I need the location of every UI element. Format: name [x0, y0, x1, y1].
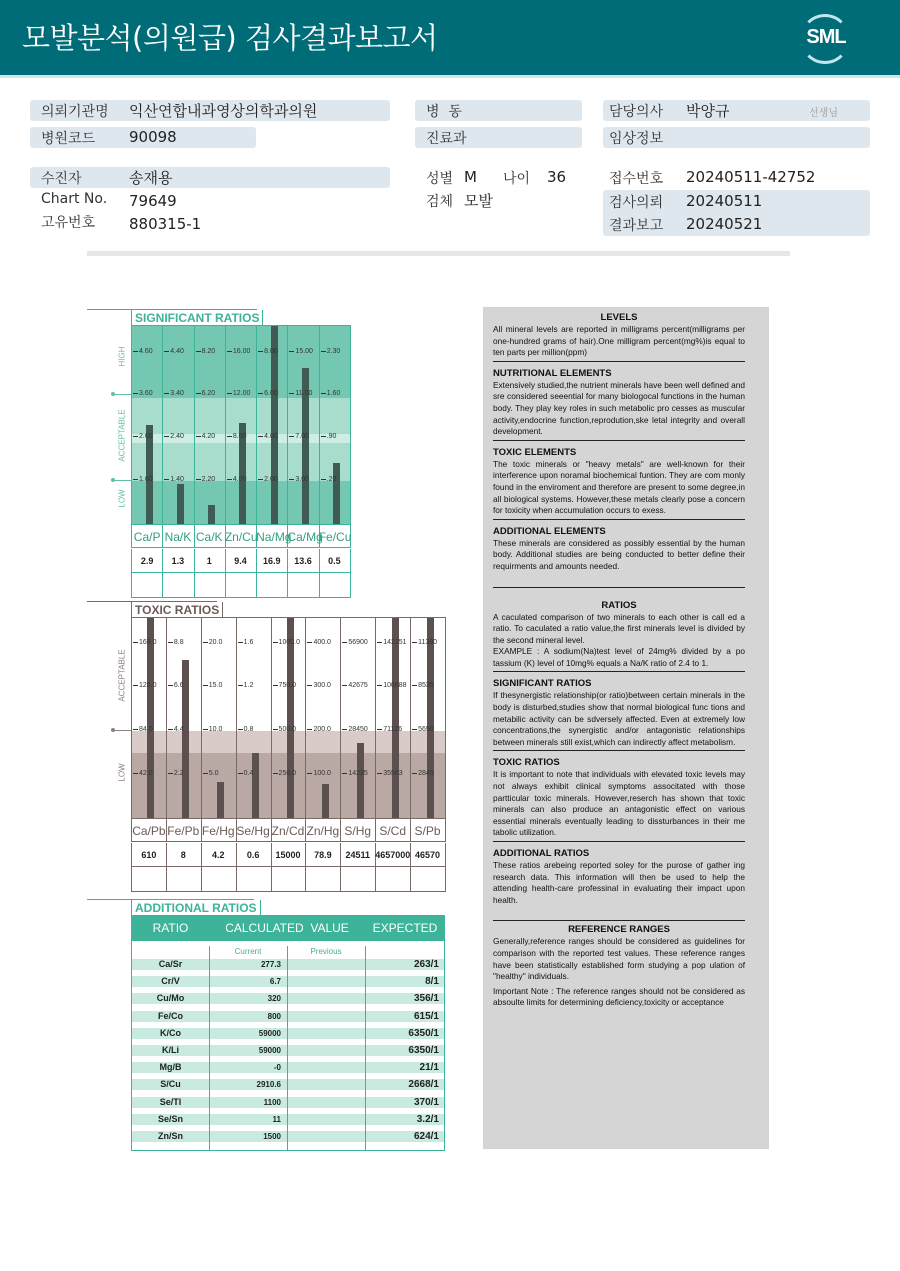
expected-cell: 6350/1	[408, 1045, 439, 1056]
chart-column	[288, 326, 319, 524]
tick-label: 28450	[342, 726, 367, 733]
tick-label: 0.8	[238, 726, 254, 733]
zone-boundary-marker	[113, 480, 131, 481]
divider	[493, 841, 745, 842]
ratios-example: EXAMPLE : A sodium(Na)test level of 24mg% divided by a po tassium (K) level of 10mg% equals a Na/K ratio of 2.4 to 1.	[493, 646, 745, 668]
bar	[147, 618, 154, 818]
tick-label: 2.00	[258, 476, 278, 483]
sub-header-current: Current	[234, 947, 262, 956]
toxic-elements-text: The toxic minerals or "heavy metals" are well-known for their interference upon noramal biochemical funtion. They are com monly found in the enviroment and therefore are present to some degree,in all biological systems. However,these metals clearly pose a concern for toxicity when accumulation occurs to exess.	[493, 458, 745, 516]
col-header-expected: EXPECTED	[365, 916, 445, 941]
institution-value: 익산연합내과영상의학과의원	[129, 102, 318, 120]
table-row	[132, 993, 444, 1004]
col-divider	[287, 946, 288, 1150]
tick-label: .20	[321, 476, 337, 483]
ward-label: 병 동	[426, 104, 462, 120]
tick-label: 1.6	[238, 639, 254, 646]
col-header-ratio: RATIO	[132, 916, 209, 941]
table-row	[132, 1131, 444, 1142]
ratio-cell: Fe/Co	[157, 1010, 183, 1021]
chart-column	[237, 618, 272, 818]
bar	[322, 784, 329, 818]
tick-label: 11380	[412, 639, 437, 646]
tick-label: 2845	[412, 770, 434, 777]
tick-label: 8.20	[196, 348, 216, 355]
col-divider	[365, 946, 366, 1150]
tick-label: 5690	[412, 726, 434, 733]
value-label: 24511	[340, 843, 376, 867]
bar	[333, 463, 340, 524]
category-label: Zn/Cd	[271, 818, 307, 842]
doctor-value: 박양규	[686, 102, 730, 120]
empty-cell	[287, 573, 319, 598]
significant-ratios-text: If thesynergistic relationship(or ratio)between certain minerals in the body is disturbed,studies show that normal biological func tions and metabilic activity can be sdversely affected. Even at extremely low concentrations,the synergistic and/or antagonistic relationships between minerals still exist,which can indirectly affect metabolism.	[493, 690, 745, 747]
department-label: 진료과	[426, 131, 467, 147]
current-value-cell: 59000	[258, 1028, 281, 1038]
expected-cell: 263/1	[413, 959, 439, 970]
current-value-cell: 11	[272, 1114, 281, 1124]
chart-column	[320, 326, 351, 524]
additional-ratios-table	[131, 915, 445, 1151]
tick-label: 4.00	[227, 476, 247, 483]
specimen-value: 모발	[464, 192, 493, 210]
table-row	[132, 976, 444, 987]
current-value-cell: 1100	[263, 1097, 281, 1107]
ratio-cell: Se/Tl	[159, 1096, 182, 1107]
tick-label: 750.0	[273, 682, 297, 689]
tick-label: 6.6	[168, 682, 184, 689]
table-row	[132, 1045, 444, 1056]
chart-plot-area	[131, 325, 351, 524]
tick-label: 2.40	[164, 433, 184, 440]
current-value-cell: -0	[273, 1063, 281, 1073]
empty-cell	[340, 867, 376, 892]
value-label: 610	[131, 843, 167, 867]
tick-label: 4.4	[168, 726, 184, 733]
current-value-cell: 277.3	[260, 960, 281, 969]
current-value-cell: 59000	[258, 1046, 281, 1055]
tick-label: 56900	[342, 639, 367, 646]
levels-text: All mineral levels are reported in milligrams percent(milligrams per one-hundred grams of hair).One milligram percent(mg%)is equal to ten parts per million(ppm)	[493, 324, 745, 358]
value-label: 15000	[271, 843, 307, 867]
tick-label: 4.00	[258, 433, 278, 440]
chart-column	[341, 618, 376, 818]
levels-heading: LEVELS	[600, 312, 638, 323]
report-date: 20240521	[686, 215, 763, 233]
divider	[493, 440, 745, 441]
tick-label: 126.0	[133, 682, 157, 689]
additional-ratios-title: ADDITIONAL RATIOS	[131, 900, 261, 917]
empty-cell	[271, 867, 307, 892]
doctor-suffix: 선생님	[809, 108, 838, 119]
tick-label: 12.00	[227, 390, 251, 397]
bar	[252, 753, 259, 818]
value-label: 1.3	[162, 549, 194, 573]
table-row	[132, 1114, 444, 1125]
divider	[493, 750, 745, 751]
expected-cell: 356/1	[413, 993, 439, 1005]
empty-cell	[236, 867, 272, 892]
expected-cell: 615/1	[413, 1010, 439, 1022]
tick-label: 6.00	[258, 390, 278, 397]
zone-label: LOW	[117, 763, 127, 782]
ratio-cell: Zn/Sn	[158, 1131, 183, 1141]
tick-label: 1.2	[238, 682, 254, 689]
sml-logo: SML	[798, 12, 854, 68]
expected-cell: 624/1	[413, 1131, 439, 1142]
current-value-cell: 1500	[263, 1132, 281, 1141]
tick-label: 4.60	[133, 348, 153, 355]
value-label: 0.5	[319, 549, 351, 573]
expected-cell: 8/1	[425, 976, 439, 988]
category-label: Ca/Mg	[287, 524, 319, 548]
tick-label: 106688	[377, 682, 406, 689]
age-value: 36	[547, 168, 567, 186]
chart-column	[202, 618, 237, 818]
tick-label: 300.0	[307, 682, 331, 689]
table-row	[132, 1011, 444, 1022]
toxic-ratios-chart	[117, 617, 446, 892]
bar	[287, 618, 294, 818]
tick-label: 3.00	[289, 476, 309, 483]
category-label: Se/Hg	[236, 818, 272, 842]
table-row	[132, 959, 444, 970]
tick-label: 200.0	[307, 726, 331, 733]
tick-label: 2.30	[321, 348, 341, 355]
category-label: Ca/Pb	[131, 818, 167, 842]
expected-cell: 3.2/1	[416, 1113, 439, 1125]
tick-label: 1.60	[321, 390, 341, 397]
chart-no-label: Chart No.	[41, 191, 108, 207]
nutritional-text: Extensively studied,the nutrient minerals have been well defined and sre considered seeential for many biologocal functions in the human body. They play key roles in such metabolic pro cesses as muscular activity,endocrine function,reprodution,ske letal integrity and overall development.	[493, 379, 745, 437]
significant-ratios-title: SIGNIFICANT RATIOS	[131, 310, 263, 327]
chart-column	[163, 326, 194, 524]
doctor-label: 담당의사	[609, 104, 664, 120]
empty-cell	[201, 867, 237, 892]
bar	[271, 326, 278, 524]
additional-elements-text: These minerals are considered as possibly essential by the human body. Additional studies are being conducted to better define their requirments and amounts needed.	[493, 537, 745, 571]
tick-label: 8.8	[168, 639, 184, 646]
id-value: 880315-1	[129, 215, 202, 233]
patient-value: 송재용	[129, 169, 173, 187]
chart-column	[226, 326, 257, 524]
bar	[392, 618, 399, 818]
bar	[208, 505, 215, 524]
empty-cell	[194, 573, 226, 598]
patient-row	[30, 167, 390, 188]
tick-label: 3.40	[164, 390, 184, 397]
category-label: Ca/P	[131, 524, 163, 548]
ratio-cell: Cr/V	[161, 976, 180, 987]
category-label: S/Pb	[410, 818, 446, 842]
tick-label: 11.00	[289, 390, 312, 397]
ratio-cell: K/Li	[162, 1045, 179, 1055]
table-row	[132, 1028, 444, 1039]
table-row	[132, 1097, 444, 1108]
tick-label: 71126	[377, 726, 402, 733]
bar	[357, 743, 364, 818]
divider	[493, 920, 745, 921]
chart-plot-area	[131, 617, 446, 818]
specimen-label: 검체	[426, 194, 454, 210]
col-header-calculated: CALCULATED VALUE	[209, 916, 365, 941]
ratios-text: A caculated comparison of two minerals to each other is call ed a ratio. To caculated a ratio value,the first minerals level is divided by the second mineral level.	[493, 611, 745, 645]
tick-label: 2.20	[196, 476, 216, 483]
additional-ratios-heading: ADDITIONAL RATIOS	[493, 848, 590, 859]
empty-cell	[131, 867, 167, 892]
chart-no-value: 79649	[129, 192, 177, 210]
ratio-cell: S/Cu	[160, 1079, 181, 1090]
tick-label: 8.00	[258, 348, 278, 355]
toxic-ratios-title: TOXIC RATIOS	[131, 602, 223, 619]
category-label: Zn/Hg	[305, 818, 341, 842]
empty-cell	[131, 573, 163, 598]
request-label: 검사의뢰	[609, 195, 664, 211]
ratio-cell: Se/Sn	[157, 1113, 183, 1124]
ratio-cell: Cu/Mo	[156, 993, 185, 1004]
value-label: 9.4	[225, 549, 257, 573]
ratio-cell: K/Co	[160, 1027, 181, 1038]
tick-label: 400.0	[307, 639, 331, 646]
value-label: 78.9	[305, 843, 341, 867]
current-value-cell: 320	[267, 994, 281, 1004]
tick-label: 16.00	[227, 348, 251, 355]
toxic-ratios-heading: TOXIC RATIOS	[493, 757, 560, 769]
tick-label: 4.40	[164, 348, 184, 355]
receipt-label: 접수번호	[609, 171, 664, 187]
tick-label: 2.2	[168, 770, 184, 777]
category-label: Zn/Cu	[225, 524, 257, 548]
clinical-label: 임상정보	[609, 131, 664, 147]
current-value-cell: 800	[267, 1011, 281, 1021]
ratios-heading: RATIOS	[601, 599, 637, 611]
report-label: 결과보고	[609, 218, 664, 234]
sex-label: 성별	[426, 171, 454, 187]
value-label: 4.2	[201, 843, 237, 867]
value-label: 1	[194, 549, 226, 573]
bar	[217, 782, 224, 818]
empty-cell	[410, 867, 446, 892]
tick-label: .90	[321, 433, 337, 440]
value-label: 16.9	[256, 549, 288, 573]
zone-label: HIGH	[117, 346, 127, 367]
nutritional-heading: NUTRITIONAL ELEMENTS	[493, 367, 612, 379]
empty-cell	[225, 573, 257, 598]
bar	[177, 484, 184, 524]
category-label: Fe/Cu	[319, 524, 351, 548]
tick-label: 7.00	[289, 433, 309, 440]
tick-label: 20.0	[203, 639, 223, 646]
zone-boundary-marker	[113, 730, 131, 731]
expected-cell: 21/1	[419, 1062, 439, 1074]
reference-ranges-heading: REFERENCE RANGES	[568, 924, 670, 936]
significant-ratios-heading: SIGNIFICANT RATIOS	[493, 678, 592, 690]
explanation-panel	[483, 307, 769, 1149]
category-label: Na/K	[162, 524, 194, 548]
category-label: Ca/K	[194, 524, 226, 548]
divider	[493, 361, 745, 362]
current-value-cell: 6.7	[269, 977, 281, 987]
value-label: 4657000	[375, 843, 411, 867]
ratio-cell: Ca/Sr	[158, 959, 183, 969]
empty-cell	[162, 573, 194, 598]
chart-column	[272, 618, 307, 818]
bar	[427, 618, 434, 818]
tick-label: 42675	[342, 682, 367, 689]
chart-column	[132, 618, 167, 818]
tick-label: 3.60	[133, 390, 153, 397]
tick-label: 8.00	[227, 433, 247, 440]
category-label: Na/Mg	[256, 524, 288, 548]
page-title: 모발분석(의원급) 검사결과보고서	[22, 21, 438, 55]
tick-label: 5.0	[203, 770, 219, 777]
expected-cell: 2668/1	[408, 1079, 439, 1091]
table-row	[132, 1079, 444, 1090]
additional-ratios-text: These ratios arebeing reported soley for the purose of gather ing research data. This information will then be used to help the attending health-care professinal in evaluating their impact upon health.	[493, 860, 745, 905]
tick-label: 15.0	[203, 682, 223, 689]
age-label: 나이	[503, 171, 531, 187]
category-label: Fe/Pb	[166, 818, 202, 842]
toxic-elements-heading: TOXIC ELEMENTS	[493, 446, 577, 458]
sex-value: M	[464, 168, 477, 186]
reference-ranges-text: Generally,reference ranges should be considered as guidelines for comparison with the reported test values. These reference ranges have been statistically established form studying a pop ulation of "healthy" individuals.	[493, 936, 745, 982]
receipt-value: 20240511-42752	[686, 168, 816, 186]
tick-label: 15.00	[289, 348, 313, 355]
tick-label: 2.60	[133, 433, 153, 440]
significant-ratios-chart	[117, 325, 352, 595]
col-divider	[209, 946, 210, 1150]
tick-label: 8535	[412, 682, 434, 689]
tick-label: 14225	[342, 770, 367, 777]
value-label: 13.6	[287, 549, 319, 573]
tick-label: 500.0	[273, 726, 297, 733]
tick-label: 1.40	[164, 476, 184, 483]
request-date: 20240511	[686, 192, 763, 210]
zone-boundary-marker	[113, 394, 131, 395]
zone-label: ACCEPTABLE	[117, 649, 127, 702]
empty-cell	[375, 867, 411, 892]
category-label: Fe/Hg	[201, 818, 237, 842]
tick-label: 42.0	[133, 770, 153, 777]
chart-column	[306, 618, 341, 818]
expected-cell: 370/1	[413, 1096, 439, 1108]
additional-elements-heading: ADDITIONAL ELEMENTS	[493, 525, 606, 537]
tick-label: 35563	[377, 770, 402, 777]
zone-label: ACCEPTABLE	[117, 409, 127, 462]
tick-label: 168.0	[133, 639, 157, 646]
zone-label: LOW	[117, 489, 127, 508]
empty-cell	[305, 867, 341, 892]
value-label: 2.9	[131, 549, 163, 573]
hospital-code-value: 90098	[129, 128, 177, 146]
category-label: S/Hg	[340, 818, 376, 842]
value-label: 8	[166, 843, 202, 867]
id-label: 고유번호	[41, 215, 96, 231]
divider	[493, 519, 745, 520]
chart-column	[195, 326, 226, 524]
tick-label: 0.4	[238, 770, 254, 777]
divider	[493, 587, 745, 588]
tick-label: 1000.0	[273, 639, 300, 646]
chart-column	[376, 618, 411, 818]
chart-column	[257, 326, 288, 524]
tick-label: 100.0	[307, 770, 331, 777]
current-value-cell: 2910.6	[256, 1080, 281, 1090]
empty-cell	[166, 867, 202, 892]
tick-label: 1.60	[133, 476, 153, 483]
hospital-code-label: 병원코드	[41, 131, 96, 147]
tick-label: 10.0	[203, 726, 223, 733]
tick-label: 142251	[377, 639, 406, 646]
institution-label: 의뢰기관명	[41, 104, 109, 120]
sub-header-previous: Previous	[310, 947, 342, 956]
empty-cell	[256, 573, 288, 598]
patient-label: 수진자	[41, 171, 82, 187]
category-label: S/Cd	[375, 818, 411, 842]
chart-column	[132, 326, 163, 524]
empty-cell	[319, 573, 351, 598]
expected-cell: 6350/1	[408, 1027, 439, 1039]
table-row	[132, 1062, 444, 1073]
tick-label: 250.0	[273, 770, 297, 777]
reference-note: Important Note : The reference ranges should not be considered as absoulte limits for determining deficiency,toxicity or acceptance	[493, 985, 745, 1008]
divider	[87, 251, 790, 256]
tick-label: 84.0	[133, 726, 153, 733]
chart-column	[411, 618, 446, 818]
chart-column	[167, 618, 202, 818]
tick-label: 4.20	[196, 433, 216, 440]
tick-label: 6.20	[196, 390, 216, 397]
divider	[493, 671, 745, 672]
value-label: 0.6	[236, 843, 272, 867]
ratio-cell: Mg/B	[159, 1062, 182, 1073]
value-label: 46570	[410, 843, 446, 867]
toxic-ratios-text: It is important to note that individuals with elevated toxic levels may not always exhibit clinical symptoms associtated with those partticular toxic minerals. However,reserch has shown that toxic minerals can also produce an antagonistic effect on various essential minerals eventually leading to dissturbances in their me tabolic utilization.	[493, 769, 745, 838]
